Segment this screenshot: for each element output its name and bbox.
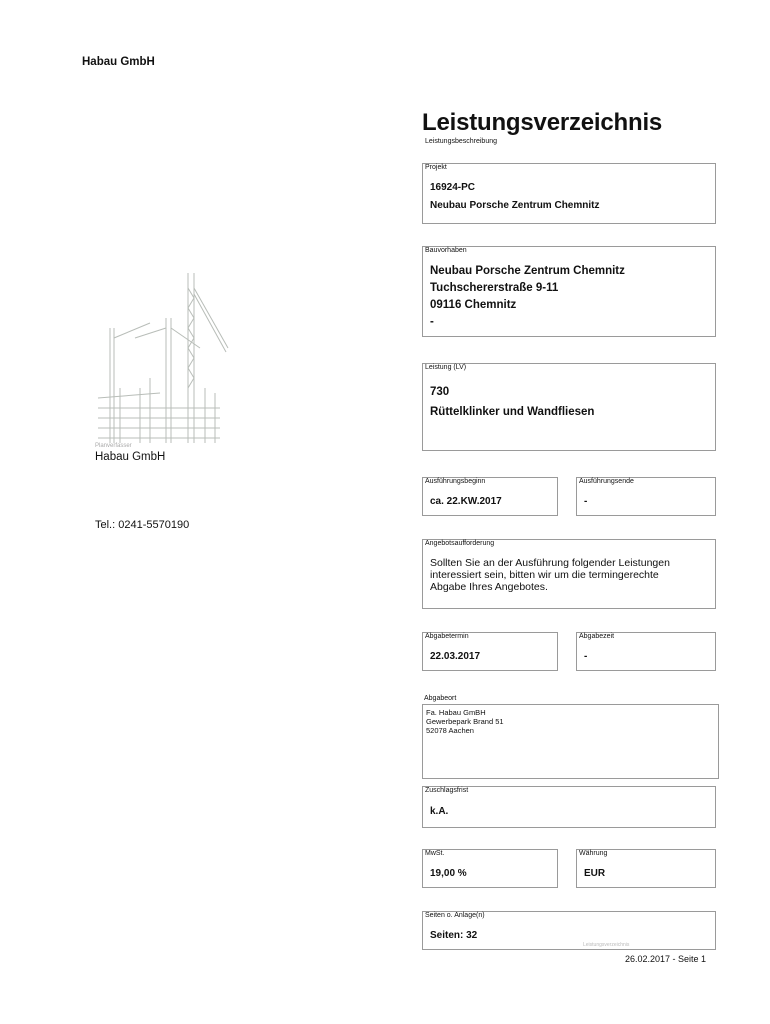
seiten-box — [422, 911, 716, 950]
leistung-label: Leistung (LV) — [425, 364, 467, 371]
leistung-number: 730 — [430, 386, 450, 398]
angebot-line1: Sollten Sie an der Ausführung folgender Leistungen — [430, 557, 670, 569]
projekt-number: 16924-PC — [430, 182, 476, 193]
document-subtitle: Leistungsbeschreibung — [425, 138, 497, 145]
planverfasser-tel: Tel.: 0241-5570190 — [95, 519, 190, 531]
seiten-label: Seiten o. Anlage(n) — [425, 912, 485, 919]
abgabeort-address — [426, 708, 504, 735]
waehrung-value: EUR — [584, 868, 606, 879]
abgabeort-line3: 52078 Aachen — [426, 726, 474, 735]
leistung-box — [422, 363, 716, 451]
angebot-line3: Abgabe Ihres Angebotes. — [430, 581, 548, 593]
ausfuehrungsbeginn-box — [422, 477, 558, 516]
zuschlagsfrist-box — [422, 786, 716, 828]
ausfuehrungsende-label: Ausführungsende — [579, 478, 634, 485]
bauvorhaben-line1: Neubau Porsche Zentrum Chemnitz — [430, 265, 625, 277]
construction-crane-illustration — [90, 268, 230, 443]
zuschlagsfrist-label: Zuschlagsfrist — [425, 787, 469, 794]
planverfasser-label: Planverfasser — [95, 443, 132, 449]
abgabeort-line1: Fa. Habau GmBH — [426, 708, 486, 717]
zuschlagsfrist-value: k.A. — [430, 806, 449, 817]
leistung-name: Rüttelklinker und Wandfliesen — [430, 406, 595, 418]
document-title: Leistungsverzeichnis — [422, 109, 663, 136]
mwst-box — [422, 849, 558, 888]
abgabeort-line2: Gewerbepark Brand 51 — [426, 717, 504, 726]
ausfuehrungsbeginn-value: ca. 22.KW.2017 — [430, 496, 502, 507]
waehrung-label: Währung — [579, 850, 608, 857]
angebot-line2: interessiert sein, bitten wir um die termingerechte — [430, 569, 659, 581]
projekt-name: Neubau Porsche Zentrum Chemnitz — [430, 200, 600, 211]
angebotsaufforderung-box — [422, 539, 716, 609]
seiten-watermark: Leistungsverzeichnis — [583, 942, 630, 948]
angebotsaufforderung-label: Angebotsaufforderung — [425, 540, 495, 547]
planverfasser-name: Habau GmbH — [95, 451, 166, 463]
angebotsaufforderung-text — [430, 557, 710, 593]
bauvorhaben-label: Bauvorhaben — [425, 247, 467, 254]
abgabezeit-label: Abgabezeit — [579, 633, 615, 640]
abgabezeit-box — [576, 632, 716, 671]
mwst-value: 19,00 % — [430, 868, 467, 879]
abgabezeit-value: - — [584, 651, 588, 662]
abgabeort-box — [422, 704, 719, 779]
bauvorhaben-line2: Tuchschererstraße 9-11 — [430, 282, 559, 294]
abgabetermin-value: 22.03.2017 — [430, 651, 481, 662]
seiten-value: Seiten: 32 — [430, 930, 478, 941]
company-name: Habau GmbH — [82, 56, 155, 68]
abgabetermin-label: Abgabetermin — [425, 633, 469, 640]
ausfuehrungsende-box — [576, 477, 716, 516]
ausfuehrungsende-value: - — [584, 496, 588, 507]
projekt-box — [422, 163, 716, 224]
abgabetermin-box — [422, 632, 558, 671]
bauvorhaben-line4: - — [430, 316, 434, 328]
projekt-label: Projekt — [425, 164, 447, 171]
waehrung-box — [576, 849, 716, 888]
abgabeort-label: Abgabeort — [424, 695, 457, 702]
bauvorhaben-line3: 09116 Chemnitz — [430, 299, 517, 311]
bauvorhaben-box — [422, 246, 716, 337]
ausfuehrungsbeginn-label: Ausführungsbeginn — [425, 478, 486, 485]
mwst-label: MwSt. — [425, 850, 445, 857]
page-footer: 26.02.2017 - Seite 1 — [625, 954, 707, 964]
